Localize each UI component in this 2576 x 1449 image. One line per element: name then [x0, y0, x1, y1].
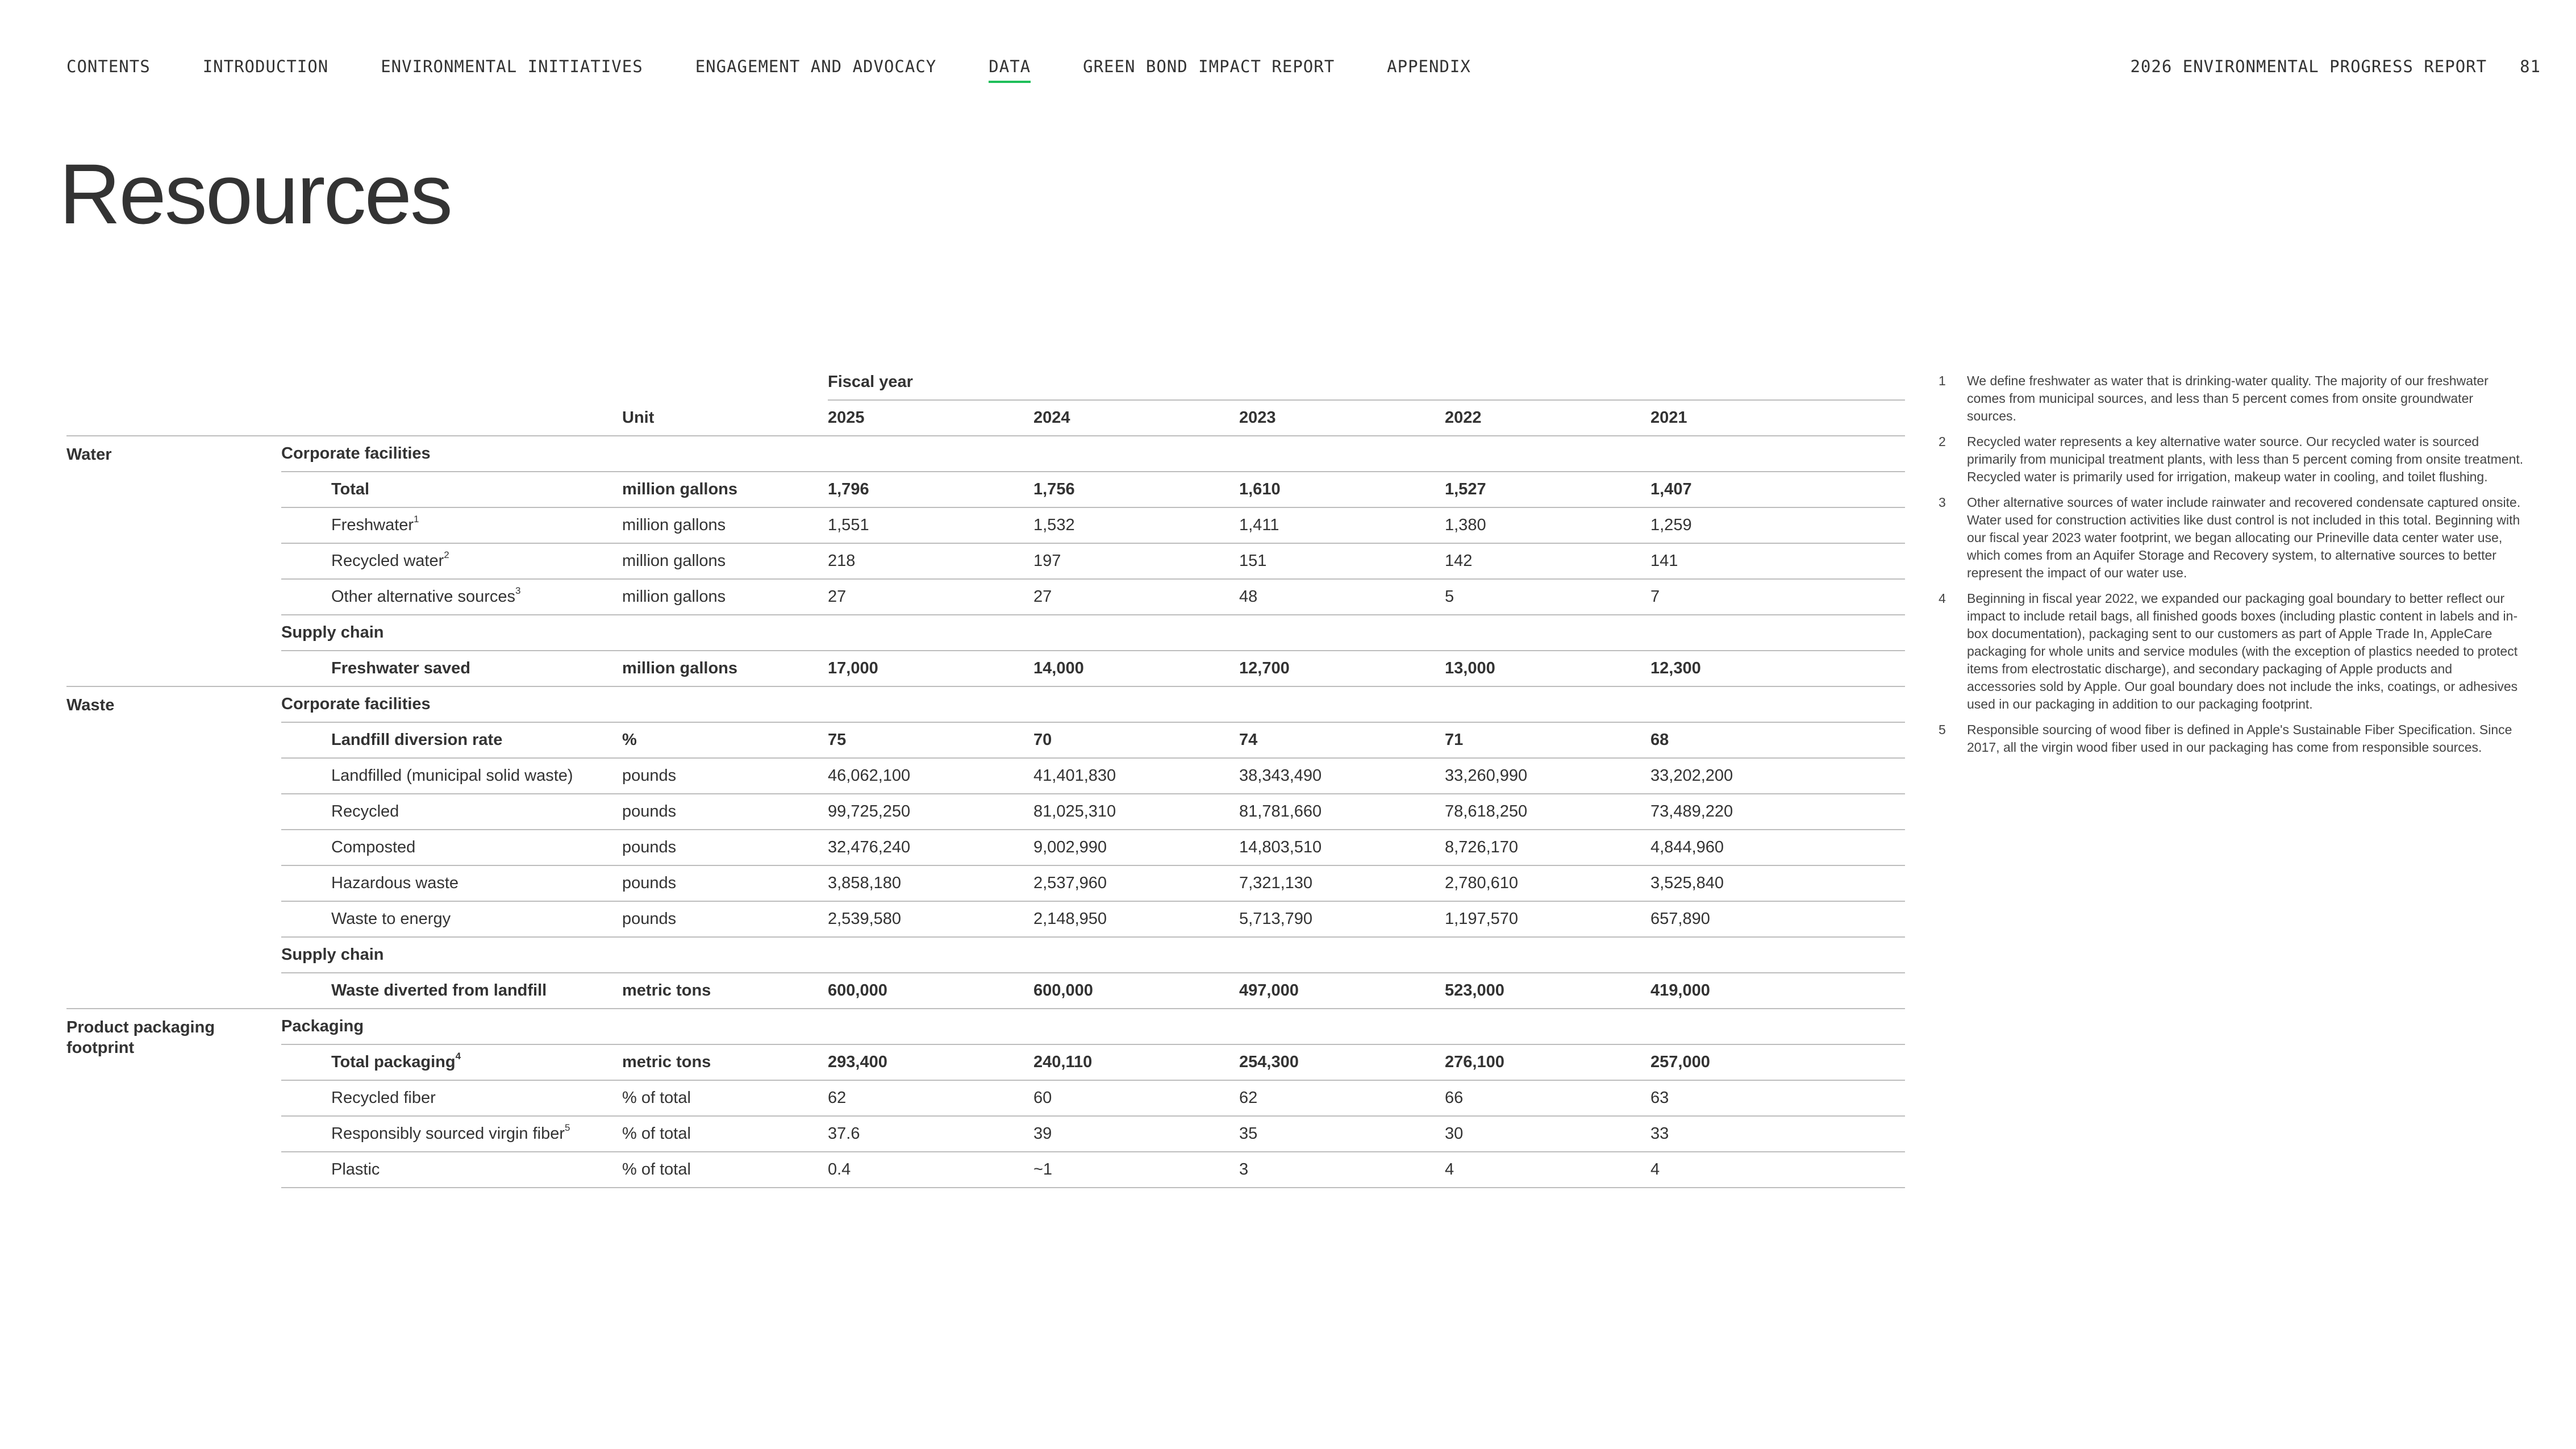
- row-value: 71: [1445, 722, 1650, 758]
- footnote-text: Responsible sourcing of wood fiber is defined in Apple's Sustainable Fiber Specification. Since 2017, all the virgin wood fiber used in our packaging has come from responsible sources.: [1967, 722, 2512, 755]
- row-value: 1,756: [1033, 472, 1239, 507]
- row-value: 3,525,840: [1650, 865, 1905, 901]
- year-header: 2022: [1445, 400, 1650, 436]
- row-label: Landfill diversion rate: [281, 722, 622, 758]
- row-value: 41,401,830: [1033, 758, 1239, 794]
- row-value: 46,062,100: [828, 758, 1033, 794]
- footnote-number: 4: [1939, 591, 1946, 606]
- nav-contents[interactable]: CONTENTS: [66, 57, 151, 76]
- report-header: [2130, 57, 2541, 76]
- row-value: 2,148,950: [1033, 901, 1239, 937]
- nav-introduction[interactable]: INTRODUCTION: [202, 57, 329, 76]
- row-unit: metric tons: [622, 1044, 828, 1080]
- row-unit: million gallons: [622, 579, 828, 615]
- table-row: [66, 651, 1905, 686]
- footnote-text: Recycled water represents a key alternative water source. Our recycled water is sourced primarily from municipal treatment plants, with less than 5 percent coming from onsite treatment. Recycled water is primarily used for irrigation, makeup water in cooling, and toilet flushing.: [1967, 434, 2524, 484]
- row-value: 1,551: [828, 507, 1033, 543]
- row-value: 63: [1650, 1080, 1905, 1116]
- row-label: Composted: [281, 830, 622, 865]
- row-value: 14,000: [1033, 659, 1084, 677]
- table-row: [66, 507, 1905, 543]
- row-unit: metric tons: [622, 981, 711, 1000]
- page-title: Resources: [59, 146, 451, 242]
- row-label-text: Freshwater: [331, 516, 414, 534]
- row-label: Hazardous waste: [281, 865, 622, 901]
- row-value: 60: [1033, 1080, 1239, 1116]
- row-value: 1,532: [1033, 507, 1239, 543]
- row-value: 257,000: [1650, 1044, 1905, 1080]
- row-unit: million gallons: [622, 543, 828, 579]
- section-label: Corporate facilities: [281, 686, 1905, 722]
- row-value: 600,000: [1033, 981, 1093, 1000]
- year-header: 2025: [828, 400, 1033, 436]
- row-label-text: Recycled water: [331, 552, 444, 570]
- row-value: 81,781,660: [1239, 794, 1445, 830]
- row-value: 2,537,960: [1033, 865, 1239, 901]
- row-value: 14,803,510: [1239, 830, 1445, 865]
- row-label: Waste to energy: [281, 901, 622, 937]
- year-header: 2023: [1239, 400, 1445, 436]
- table-row: [66, 865, 1905, 901]
- table-row: [66, 973, 1905, 1009]
- row-label: [281, 1044, 622, 1080]
- fiscal-year-row: [66, 365, 1905, 400]
- footnote: [1939, 590, 2524, 713]
- row-value: 151: [1239, 543, 1445, 579]
- row-unit: pounds: [622, 830, 828, 865]
- row-value: 1,610: [1239, 472, 1445, 507]
- section-label: Packaging: [281, 1009, 1905, 1044]
- row-value: 9,002,990: [1033, 830, 1239, 865]
- row-value: 74: [1239, 722, 1445, 758]
- table-row: [66, 830, 1905, 865]
- row-value: 66: [1445, 1080, 1650, 1116]
- row-value: 1,527: [1445, 472, 1650, 507]
- row-value: 99,725,250: [828, 794, 1033, 830]
- nav-data[interactable]: DATA: [989, 57, 1031, 83]
- table-row: [66, 1116, 1905, 1152]
- row-value: 523,000: [1445, 981, 1504, 1000]
- row-value: 254,300: [1239, 1044, 1445, 1080]
- row-label: [281, 543, 622, 579]
- row-value: 3: [1239, 1152, 1445, 1188]
- row-unit: pounds: [622, 794, 828, 830]
- report-title: 2026 ENVIRONMENTAL PROGRESS REPORT: [2130, 57, 2487, 76]
- row-value: 4,844,960: [1650, 830, 1905, 865]
- row-value: 5,713,790: [1239, 901, 1445, 937]
- table-row: [66, 1044, 1905, 1080]
- footnote: [1939, 372, 2524, 425]
- row-value: 12,300: [1650, 659, 1701, 677]
- row-unit: pounds: [622, 758, 828, 794]
- row-value: 2,780,610: [1445, 865, 1650, 901]
- row-unit: pounds: [622, 865, 828, 901]
- table-row: [66, 901, 1905, 937]
- row-label: [281, 507, 622, 543]
- row-value: ~1: [1033, 1152, 1239, 1188]
- row-label: Waste diverted from landfill: [331, 981, 547, 1000]
- row-value: 68: [1650, 722, 1905, 758]
- row-value: 293,400: [828, 1044, 1033, 1080]
- row-value: 3,858,180: [828, 865, 1033, 901]
- row-unit: pounds: [622, 901, 828, 937]
- section-row: [66, 686, 1905, 722]
- row-value: 4: [1445, 1152, 1650, 1188]
- footnote-number: 3: [1939, 495, 1946, 510]
- row-unit: % of total: [622, 1080, 828, 1116]
- row-value: 5: [1445, 579, 1650, 615]
- table-row: [66, 758, 1905, 794]
- row-unit: million gallons: [622, 472, 828, 507]
- row-label: Landfilled (municipal solid waste): [281, 758, 622, 794]
- row-value: 1,407: [1650, 472, 1905, 507]
- footnote: [1939, 494, 2524, 582]
- row-value: 33,202,200: [1650, 758, 1905, 794]
- top-nav: [66, 57, 1523, 83]
- table-row: [66, 1080, 1905, 1116]
- page-number: 81: [2520, 57, 2541, 76]
- row-value: 27: [1033, 579, 1239, 615]
- table-row: [66, 1152, 1905, 1188]
- footnote-text: Beginning in fiscal year 2022, we expanded our packaging goal boundary to better reflect our impact to include retail bags, all finished goods boxes (including plastic content in labels and in-box documentation), packaging sent to our customers as part of Apple Trade In, AppleCare packaging for whole units and service modules (with the exception of plastics needed to protect items from electrostatic discharge), and secondary packaging of Apple products and accessories sold by Apple. Our goal boundary does not include the inks, coatings, or adhesives used in our packaging in addition to our packaging footprint.: [1967, 591, 2518, 711]
- row-value: 70: [1033, 722, 1239, 758]
- row-value: 600,000: [828, 981, 887, 1000]
- year-header: 2024: [1033, 400, 1239, 436]
- row-value: 12,700: [1239, 659, 1290, 677]
- year-header: 2021: [1650, 400, 1905, 436]
- row-value: 2,539,580: [828, 901, 1033, 937]
- row-unit: million gallons: [622, 659, 738, 677]
- footnote-number: 1: [1939, 373, 1946, 388]
- row-label: Recycled fiber: [281, 1080, 622, 1116]
- row-value: 33,260,990: [1445, 758, 1650, 794]
- row-value: 1,380: [1445, 507, 1650, 543]
- row-value: 657,890: [1650, 901, 1905, 937]
- section-row: [66, 1009, 1905, 1044]
- row-value: 197: [1033, 543, 1239, 579]
- table-row: [66, 794, 1905, 830]
- row-value: 1,411: [1239, 507, 1445, 543]
- row-value: 33: [1650, 1116, 1905, 1152]
- row-value: 38,343,490: [1239, 758, 1445, 794]
- row-value: 7: [1650, 579, 1905, 615]
- row-value: 8,726,170: [1445, 830, 1650, 865]
- row-unit: % of total: [622, 1152, 828, 1188]
- footnote-ref[interactable]: 2: [444, 549, 449, 560]
- category-packaging: Product packaging footprint: [66, 1009, 281, 1188]
- footnote-ref[interactable]: 5: [565, 1122, 570, 1133]
- table-row: [66, 472, 1905, 507]
- row-value: 276,100: [1445, 1044, 1650, 1080]
- row-label-text: Total packaging: [331, 1053, 456, 1071]
- row-value: 497,000: [1239, 981, 1299, 1000]
- category-water: Water: [66, 445, 112, 464]
- footnote-text: Other alternative sources of water include rainwater and recovered condensate captured onsite. Water used for construction activities like dust control is not included in this total. Beginning with our fiscal year 2023 water footprint, we began allocating our Prineville data center water use, which comes from an Aquifer Storage and Recovery system, to alternative sources to better represent the impact of our water use.: [1967, 495, 2521, 580]
- row-value: 0.4: [828, 1152, 1033, 1188]
- row-value: 1,197,570: [1445, 901, 1650, 937]
- row-value: 62: [828, 1080, 1033, 1116]
- row-value: 13,000: [1445, 659, 1495, 677]
- row-label: Freshwater saved: [331, 659, 471, 677]
- fiscal-year-label: Fiscal year: [828, 365, 1033, 400]
- resources-table: [66, 365, 1905, 1188]
- section-label: Corporate facilities: [281, 436, 1905, 472]
- category-waste: Waste: [66, 686, 281, 1009]
- unit-header: Unit: [622, 400, 828, 436]
- row-value: 4: [1650, 1152, 1905, 1188]
- row-value: 141: [1650, 543, 1905, 579]
- footnotes: [1939, 372, 2524, 764]
- nav-appendix[interactable]: APPENDIX: [1387, 57, 1471, 76]
- nav-engagement-and-advocacy[interactable]: ENGAGEMENT AND ADVOCACY: [695, 57, 937, 76]
- table-row: [66, 543, 1905, 579]
- footnote-ref[interactable]: 4: [455, 1051, 461, 1061]
- footnote-number: 5: [1939, 722, 1946, 737]
- row-unit: million gallons: [622, 507, 828, 543]
- row-label: Total: [281, 472, 622, 507]
- row-value: 218: [828, 543, 1033, 579]
- footnote: [1939, 721, 2524, 756]
- row-value: 73,489,220: [1650, 794, 1905, 830]
- nav-environmental-initiatives[interactable]: ENVIRONMENTAL INITIATIVES: [381, 57, 643, 76]
- table-row: [66, 722, 1905, 758]
- row-label: Plastic: [281, 1152, 622, 1188]
- row-unit: %: [622, 722, 828, 758]
- row-value: 27: [828, 579, 1033, 615]
- row-value: 7,321,130: [1239, 865, 1445, 901]
- row-label: [281, 1116, 622, 1152]
- row-value: 30: [1445, 1116, 1650, 1152]
- section-row: [66, 937, 1905, 973]
- table-row: [66, 579, 1905, 615]
- row-label-text: Responsibly sourced virgin fiber: [331, 1125, 565, 1143]
- row-value: 240,110: [1033, 1044, 1239, 1080]
- section-row: [66, 615, 1905, 651]
- row-unit: % of total: [622, 1116, 828, 1152]
- section-row: [66, 436, 1905, 472]
- row-value: 142: [1445, 543, 1650, 579]
- row-value: 81,025,310: [1033, 794, 1239, 830]
- row-value: 1,259: [1650, 507, 1905, 543]
- row-value: 32,476,240: [828, 830, 1033, 865]
- row-label: [281, 579, 622, 615]
- row-label-text: Other alternative sources: [331, 588, 515, 606]
- row-label: Recycled: [281, 794, 622, 830]
- row-value: 75: [828, 722, 1033, 758]
- row-value: 419,000: [1650, 981, 1710, 1000]
- row-value: 78,618,250: [1445, 794, 1650, 830]
- footnote-ref[interactable]: 1: [414, 514, 419, 524]
- section-label: Supply chain: [281, 937, 1905, 973]
- header-row: [66, 400, 1905, 436]
- section-label: Supply chain: [281, 615, 1905, 651]
- nav-green-bond-impact-report[interactable]: GREEN BOND IMPACT REPORT: [1083, 57, 1335, 76]
- footnote-number: 2: [1939, 434, 1946, 449]
- row-value: 39: [1033, 1116, 1239, 1152]
- row-value: 62: [1239, 1080, 1445, 1116]
- row-value: 35: [1239, 1116, 1445, 1152]
- row-value: 37.6: [828, 1116, 1033, 1152]
- footnote-ref[interactable]: 3: [515, 585, 521, 596]
- footnote: [1939, 433, 2524, 486]
- row-value: 48: [1239, 579, 1445, 615]
- row-value: 17,000: [828, 659, 878, 677]
- row-value: 1,796: [828, 472, 1033, 507]
- footnote-text: We define freshwater as water that is drinking-water quality. The majority of our freshwater comes from municipal sources, and less than 5 percent comes from onsite groundwater sources.: [1967, 373, 2489, 423]
